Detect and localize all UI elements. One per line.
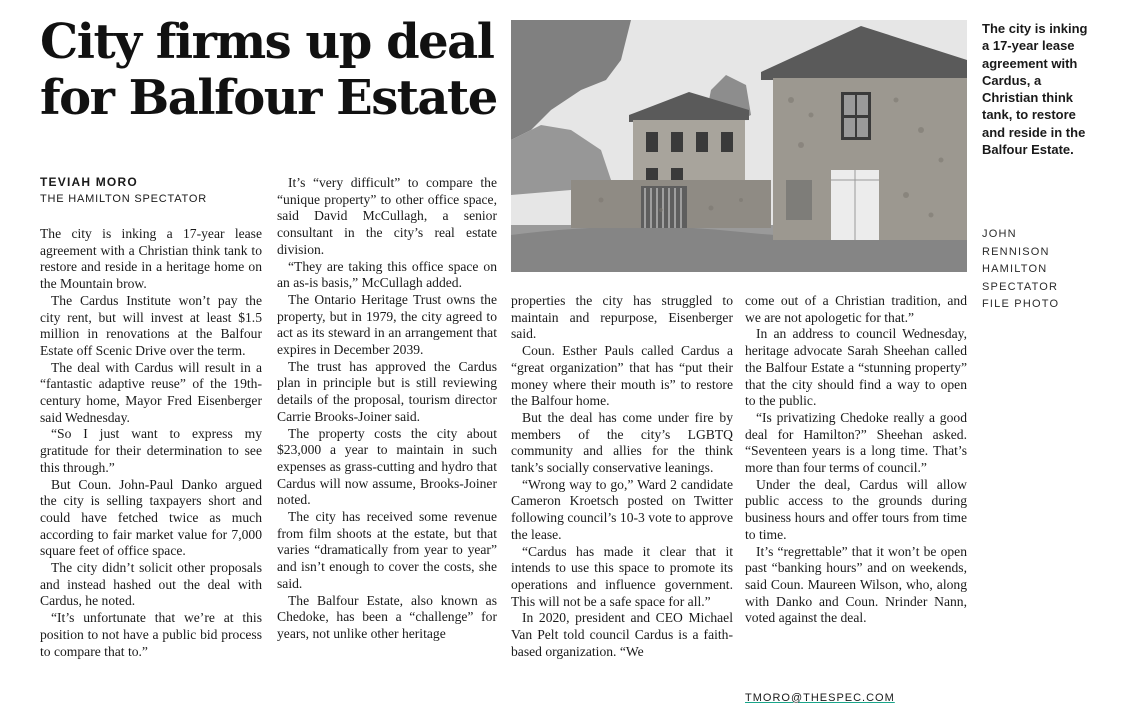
paragraph: But Coun. John-Paul Danko argued the city is selling taxpayers short and could have fetched twice as much according to fair market value for 7,000 square feet of office space.: [40, 476, 262, 559]
paragraph: The property costs the city about $23,000 a year to maintain in such expenses as grass-cutting and hydro that Cardus will now assume, Brooks-Joiner noted.: [277, 425, 497, 508]
photo-caption: The city is inking a 17-year lease agreement with Cardus, a Christian think tank, to restore and reside in the Balfour Estate.: [982, 21, 1088, 158]
paragraph: “They are taking this office space on an as-is basis,” McCullagh added.: [277, 258, 497, 291]
paragraph: The Ontario Heritage Trust owns the property, but in 1979, the city agreed to act as its steward in an arrangement that expires in December 2039.: [277, 291, 497, 358]
paragraph: The trust has approved the Cardus plan in principle but is still reviewing details of the proposal, tourism director Carrie Brooks-Joiner said.: [277, 358, 497, 424]
paragraph: properties the city has struggled to maintain and repurpose, Eisenberger said.: [511, 293, 733, 342]
photo-credit: JOHN RENNISON HAMILTON SPECTATOR FILE PHOTO: [982, 228, 1060, 310]
paragraph: The city is inking a 17-year lease agreement with a Christian think tank to restore and reside in a heritage home on the Mountain brow.: [40, 226, 262, 292]
byline: [40, 174, 270, 207]
paragraph: “Cardus has made it clear that it intends to use this space to promote its operations and influence government. This will not be a safe space for all.”: [511, 543, 733, 609]
byline-author: TEVIAH MORO: [40, 175, 138, 189]
paragraph: come out of a Christian tradition, and we are not apologetic for that.”: [745, 293, 967, 325]
stone-wall: [571, 180, 771, 228]
paragraph: The city has received some revenue from film shoots at the estate, but that varies “dramatically from year to year” and isn’t enough to cover the costs, she said.: [277, 509, 497, 591]
estate-photo: [511, 20, 967, 272]
article-column-2: [277, 175, 497, 710]
paragraph: The Balfour Estate, also known as Chedoke, has been a “challenge” for years, not unlike other heritage: [277, 592, 497, 641]
paragraph: The city didn’t solicit other proposals and instead hashed out the deal with Cardus, he noted.: [40, 560, 262, 609]
paragraph: “It’s unfortunate that we’re at this position to not have a public bid process to compare that to.”: [40, 610, 262, 659]
author-email-link[interactable]: TMORO@THESPEC.COM: [745, 692, 895, 704]
paragraph: “Is privatizing Chedoke really a good deal for Hamilton?” Sheehan asked. “Seventeen years is a long time. That’s more than four terms of council.”: [745, 409, 967, 476]
article-column-3: [511, 293, 733, 710]
paragraph: Under the deal, Cardus will allow public access to the grounds during business hours and offer tours from time to time.: [745, 476, 967, 542]
byline-publication: THE HAMILTON SPECTATOR: [40, 193, 207, 205]
paragraph: “Wrong way to go,” Ward 2 candidate Cameron Kroetsch posted on Twitter following council’s 10-3 vote to approve the lease.: [511, 476, 733, 542]
front-house: [761, 26, 967, 240]
headline: City firms up deal for Balfour Estate: [40, 14, 497, 126]
article-column-4: [745, 293, 967, 693]
paragraph: The deal with Cardus will result in a “fantastic adaptive reuse” of the 19th-century home, Mayor Fred Eisenberger said Wednesday.: [40, 359, 262, 425]
paragraph: Coun. Esther Pauls called Cardus a “great organization” that has “put their money where their mouth is” to restore the Balfour home.: [511, 343, 733, 409]
article-column-1: [40, 226, 262, 710]
paragraph: “So I just want to express my gratitude for their determination to see this through.”: [40, 426, 262, 475]
paragraph: It’s “regrettable” that it won’t be open past “banking hours” and on weekends, said Coun. Maureen Wilson, who, along with Danko and Coun. Nrinder Nann, voted against the deal.: [745, 543, 967, 626]
paragraph: It’s “very difficult” to compare the “unique property” to other office space, said David McCullagh, a senior consultant in the city’s real estate division.: [277, 175, 497, 257]
stone-house-illustration: [511, 20, 967, 272]
paragraph: In an address to council Wednesday, heritage advocate Sarah Sheehan called the Balfour Estate a “stunning property” that the city should find a way to open to the public.: [745, 326, 967, 409]
paragraph: But the deal has come under fire by members of the city’s LGBTQ community and allies for the think tank’s socially conservative leanings.: [511, 409, 733, 476]
paragraph: In 2020, president and CEO Michael Van Pelt told council Cardus is a faith-based organization. “We: [511, 610, 733, 659]
paragraph: The Cardus Institute won’t pay the city rent, but will invest at least $1.5 million in renovations at the Balfour Estate off Scenic Drive over the term.: [40, 292, 262, 358]
